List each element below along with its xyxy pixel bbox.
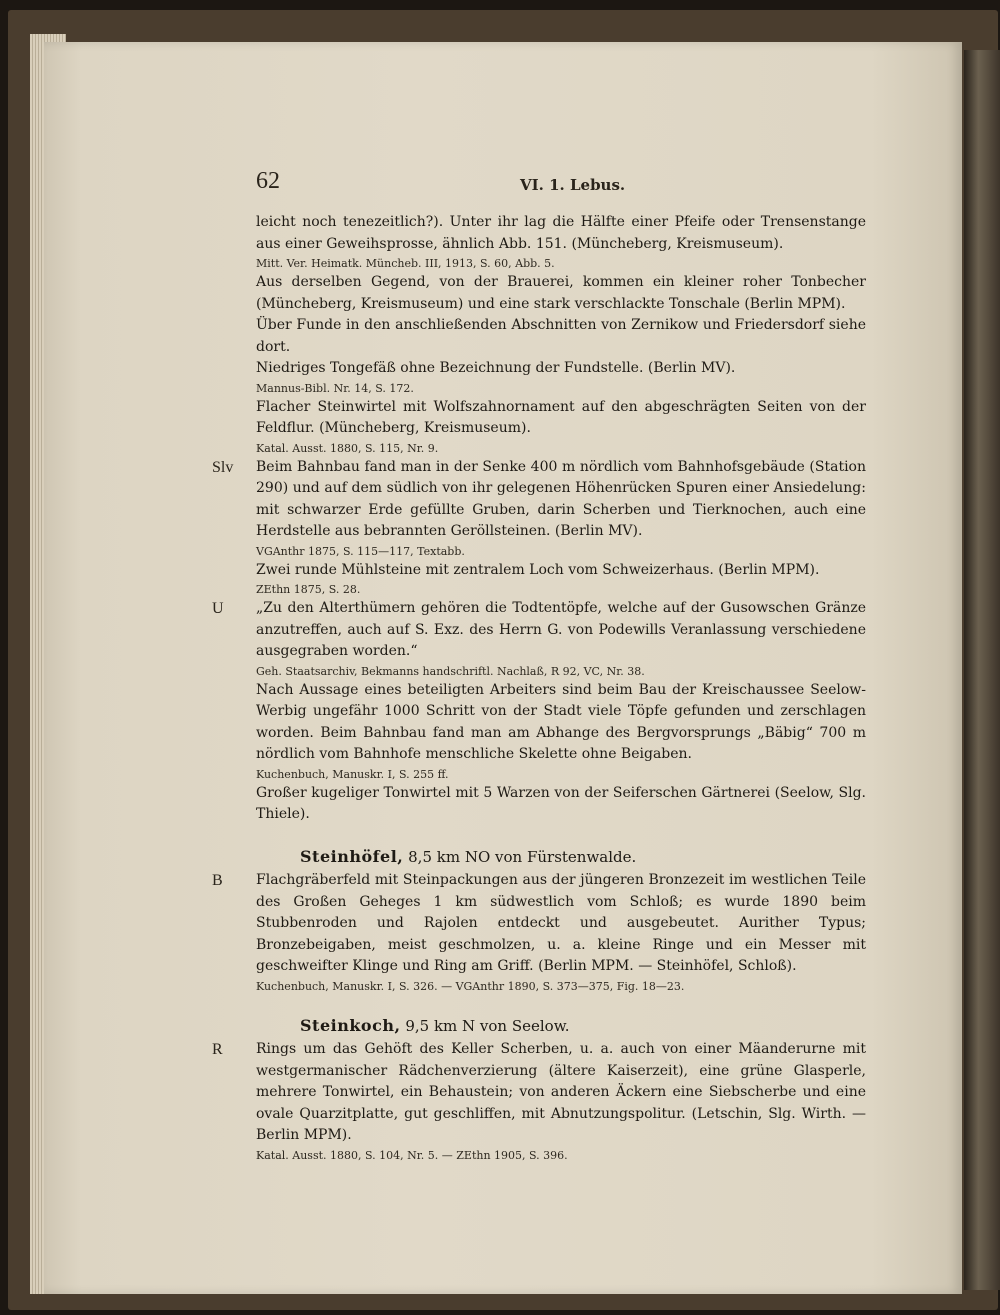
- entry-u: [212, 598, 866, 826]
- binding-edge: [964, 50, 1000, 1290]
- paragraph: Rings um das Gehöft des Keller Scherben, u. a. auch von einer Mäanderurne mit westgermanischer Rädchenverzierung (ältere Kaiserzeit), eine grüne Glasperle, mehrere Tonwirtel, ein Behaustein; von anderen Äckern eine Siebscherbe und eine ovale Quarzitplatte, gut geschliffen, mit Abnutzungspolitur. (Letschin, Slg. Wirth. — Berlin MPM).: [256, 1041, 866, 1143]
- page-content: [212, 212, 866, 1164]
- section-heading-steinkoch: [300, 1015, 866, 1038]
- reference: Katal. Ausst. 1880, S. 115, Nr. 9.: [256, 441, 439, 455]
- paragraph: Großer kugeliger Tonwirtel mit 5 Warzen von der Seiferschen Gärtnerei (Seelow, Slg. Thiele).: [256, 784, 866, 822]
- margin-marker: R: [212, 1041, 223, 1058]
- reference: VGAnthr 1875, S. 115—117, Textabb.: [256, 544, 465, 558]
- margin-marker: B: [212, 872, 223, 889]
- reference: Katal. Ausst. 1880, S. 104, Nr. 5. — ZEthn 1905, S. 396.: [256, 1148, 568, 1162]
- entry-steinhoefel: [212, 870, 866, 995]
- reference: Kuchenbuch, Manuskr. I, S. 255 ff.: [256, 767, 449, 781]
- paragraph: Nach Aussage eines beteiligten Arbeiters sind beim Bau der Kreischaussee Seelow-Werbig ungefähr 1000 Schritt von der Stadt viele Töpfe gefunden und zerschlagen worden. Beim Bahnbau fand man am Abhange des Bergvorsprungs „Bäbig“ 700 m nördlich vom Bahnhofe menschliche Skelette ohne Beigaben.: [256, 681, 866, 762]
- reference: Kuchenbuch, Manuskr. I, S. 326. — VGAnthr 1890, S. 373—375, Fig. 18—23.: [256, 979, 685, 993]
- paragraph: Über Funde in den anschließenden Abschnitten von Zernikow und Friedersdorf siehe dort.: [256, 317, 866, 355]
- place-name: Steinkoch,: [300, 1015, 401, 1035]
- paragraph: Beim Bahnbau fand man in der Senke 400 m nördlich vom Bahnhofsgebäude (Station 290) und auf dem südlich von ihr gelegenen Höhenrücken Spuren einer Ansiedelung: mit schwarzer Erde gefüllte Gruben, darin Scherben und Tierknochen, auch eine Herdstelle aus bebrannten Geröllsteinen. (Berlin MV).: [256, 458, 866, 539]
- place-location: 9,5 km N von Seelow.: [405, 1016, 570, 1035]
- reference: Mitt. Ver. Heimatk. Müncheb. III, 1913, S. 60, Abb. 5.: [256, 257, 555, 270]
- margin-marker: Slv: [212, 458, 234, 476]
- paragraph: Flacher Steinwirtel mit Wolfszahnornament auf den abgeschrägten Seiten von der Feldflur. (Müncheberg, Kreismuseum).: [256, 398, 866, 436]
- entry-steinkoch: [212, 1039, 866, 1164]
- entry-slv: [212, 457, 866, 599]
- reference: Mannus-Bibl. Nr. 14, S. 172.: [256, 381, 414, 395]
- paragraph: leicht noch tenezeitlich?). Unter ihr lag die Hälfte einer Pfeife oder Trensenstange aus einer Geweihsprosse, ähnlich Abb. 151. (Müncheberg, Kreismuseum).: [256, 214, 866, 252]
- margin-marker: U: [212, 600, 224, 617]
- page-number: 62: [256, 168, 280, 194]
- running-head: VI. 1. Lebus.: [520, 176, 626, 194]
- paragraph: „Zu den Alterthümern gehören die Todtentöpfe, welche auf der Gusowschen Gränze anzutreffen, auch auf S. Exz. des Herrn G. von Podewills Veranlassung verschiedene ausgegraben worden.“: [256, 600, 866, 659]
- paragraph: Niedriges Tongefäß ohne Bezeichnung der Fundstelle. (Berlin MV).: [256, 360, 736, 376]
- paragraph: Zwei runde Mühlsteine mit zentralem Loch vom Schweizerhaus. (Berlin MPM).: [256, 561, 820, 578]
- place-location: 8,5 km NO von Fürstenwalde.: [408, 847, 637, 866]
- section-heading-steinhoefel: [300, 846, 866, 869]
- paragraph: Flachgräberfeld mit Steinpackungen aus der jüngeren Bronzezeit im westlichen Teile des Großen Geheges 1 km südwestlich vom Schloß; es wurde 1890 beim Stubbenroden und Rajolen entdeckt und ausgebeutet. Aurither Typus; Bronzebeigaben, meist geschmolzen, u. a. kleine Ringe und ein Messer mit geschweifter Klinge und Ring am Griff. (Berlin MPM. — Steinhöfel, Schloß).: [256, 872, 866, 974]
- paragraph: Aus derselben Gegend, von der Brauerei, kommen ein kleiner roher Tonbecher (Müncheberg, Kreismuseum) und eine stark verschlackte Tonschale (Berlin MPM).: [256, 274, 866, 312]
- reference: Geh. Staatsarchiv, Bekmanns handschriftl. Nachlaß, R 92, VC, Nr. 38.: [256, 664, 645, 678]
- place-name: Steinhöfel,: [300, 846, 404, 866]
- reference: ZEthn 1875, S. 28.: [256, 583, 361, 596]
